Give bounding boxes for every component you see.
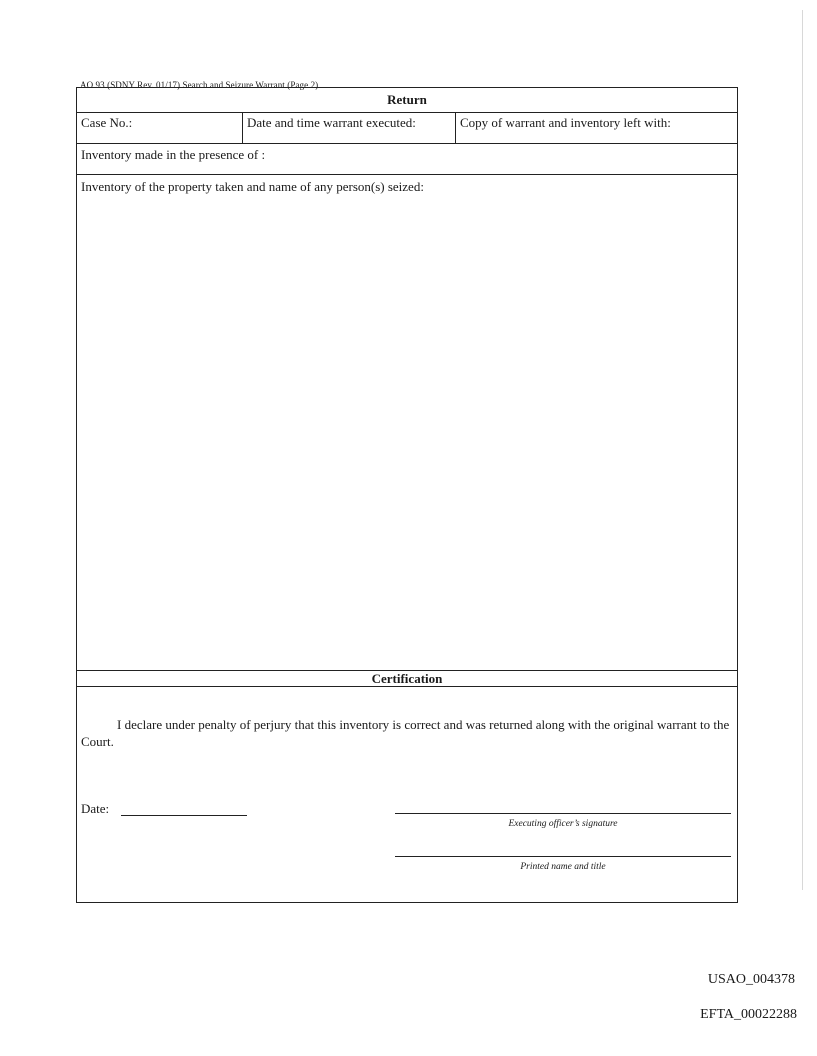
date-executed-label: Date and time warrant executed: [247, 115, 416, 130]
case-no-label: Case No.: [81, 115, 133, 130]
inventory-label: Inventory of the property taken and name of any person(s) seized: [81, 179, 424, 194]
inventory-field[interactable] [77, 175, 737, 670]
certification-section-title: Certification [77, 670, 737, 687]
case-info-row [77, 112, 737, 144]
return-section-title: Return [77, 88, 737, 113]
date-executed-field[interactable] [243, 112, 456, 143]
presence-label: Inventory made in the presence of : [81, 147, 266, 162]
date-input-line[interactable] [121, 815, 247, 816]
signature-line[interactable] [395, 813, 731, 814]
printed-name-line[interactable] [395, 856, 731, 857]
copy-left-with-field[interactable] [456, 112, 737, 143]
bates-number-efta: EFTA_00022288 [700, 1007, 797, 1022]
presence-field[interactable] [77, 143, 737, 175]
certification-statement: I declare under penalty of perjury that this inventory is correct and was returned along with the original warrant to the Court. [81, 717, 730, 749]
signature-caption: Executing officer’s signature [508, 819, 618, 829]
form-identifier: AO 93 (SDNY Rev. 01/17) Search and Seizure Warrant (Page 2) [80, 80, 319, 90]
bates-number-usao: USAO_004378 [707, 972, 795, 987]
date-label: Date: [81, 801, 110, 816]
case-no-field[interactable] [77, 112, 243, 143]
printed-name-caption: Printed name and title [520, 862, 606, 872]
copy-left-with-label: Copy of warrant and inventory left with: [460, 115, 671, 130]
warrant-form [76, 87, 738, 903]
scan-edge-line [802, 10, 803, 890]
